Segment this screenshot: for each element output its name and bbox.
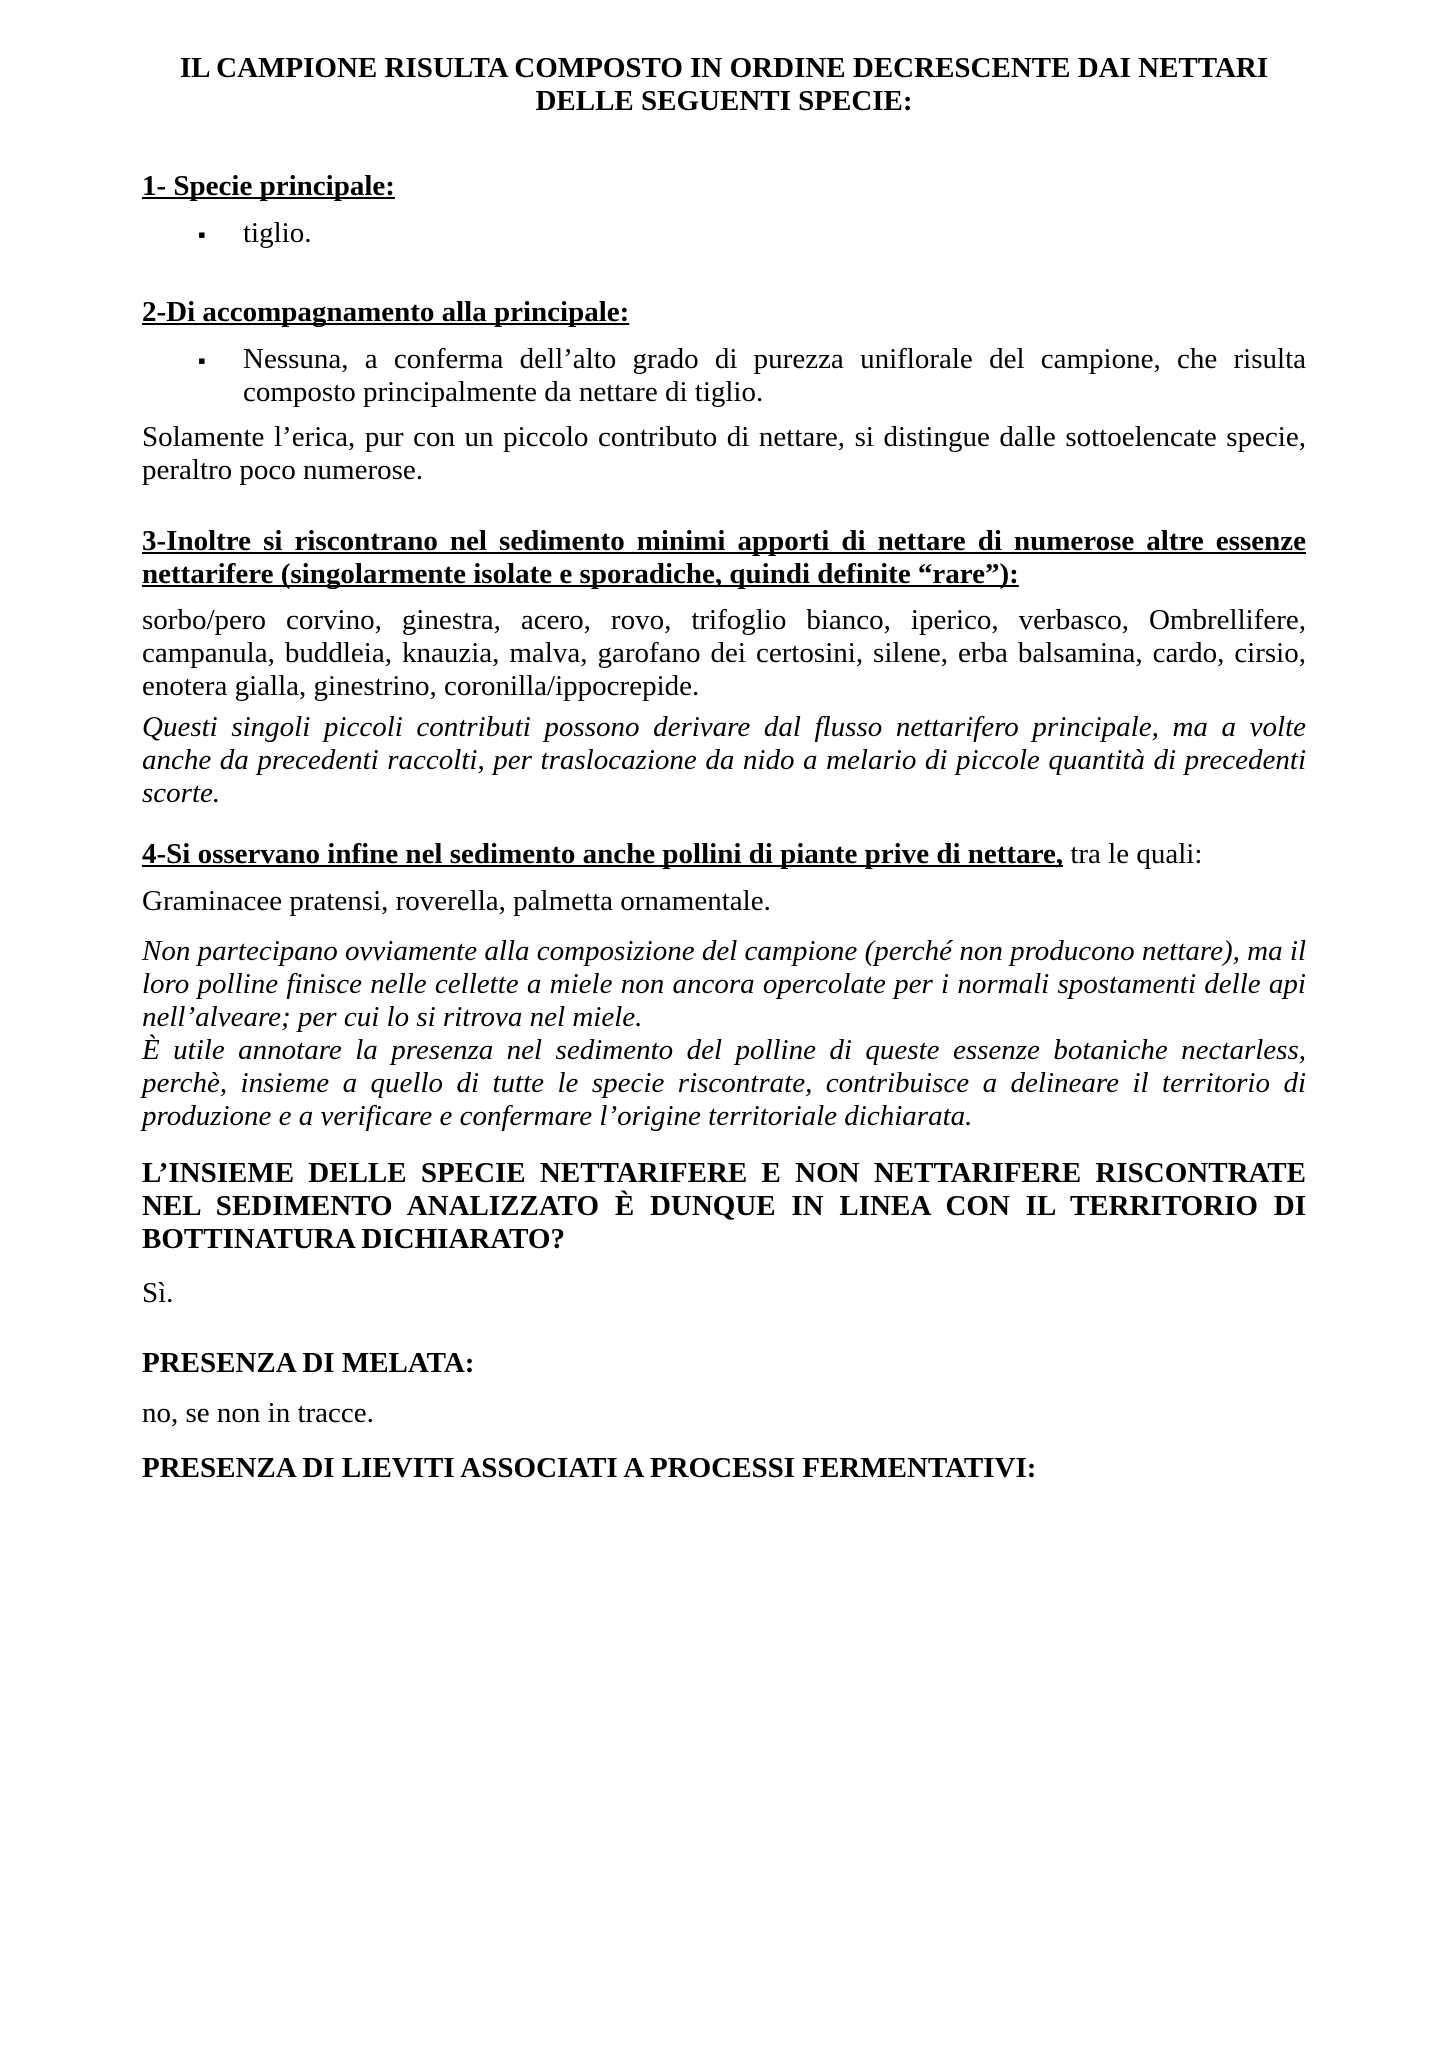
section1-bullet-text: tiglio. [243,217,312,249]
section3-species-list: sorbo/pero corvino, ginestra, acero, rovo, trifoglio bianco, iperico, verbasco, Ombrellifere, campanula, buddleia, knauzia, malva, garofano dei certosini, silene, erba balsamina, cardo, cirsio, enotera gialla, ginestrino, coronilla/ippocrepide. [142,604,1306,702]
section3-heading: 3-Inoltre si riscontrano nel sedimento minimi apporti di nettare di numerose altre essenze nettarifere (singolarmente isolate e sporadiche, quindi definite “rare”): [142,525,1306,590]
section2-heading: 2-Di accompagnamento alla principale: [142,296,630,328]
section4-heading-plain: tra le quali: [1063,838,1203,870]
melata-answer: no, se non in tracce. [142,1397,374,1429]
fermentation-heading: PRESENZA DI LIEVITI ASSOCIATI A PROCESSI FERMENTATIVI: [142,1452,1037,1484]
section1-heading: 1- Specie principale: [142,170,395,202]
section4-note-1: Non partecipano ovviamente alla composizione del campione (perché non producono nettare), ma il loro polline finisce nelle cellette a miele non ancora opercolate per i normali spostamenti delle api nell’alveare; per cui lo si ritrova nel miele. [142,935,1306,1033]
section4-heading-emphasis: 4-Si osservano infine nel sedimento anche pollini di piante prive di nettare, [142,838,1064,870]
section2-bullet-text: Nessuna, a conferma dell’alto grado di purezza uniflorale del campione, che risulta composto principalmente da nettare di tiglio. [243,343,1306,408]
document-title: IL CAMPIONE RISULTA COMPOSTO IN ORDINE DECRESCENTE DAI NETTARI DELLE SEGUENTI SPECIE: [179,52,1269,117]
section3-note: Questi singoli piccoli contributi possono derivare dal flusso nettarifero principale, ma a volte anche da precedenti raccolti, per traslocazione da nido a melario di piccole quantità di precedenti scorte. [142,711,1306,809]
conclusion-answer: Sì. [142,1277,174,1309]
melata-heading: PRESENZA DI MELATA: [142,1347,475,1379]
conclusion-question: L’INSIEME DELLE SPECIE NETTARIFERE E NON NETTARIFERE RISCONTRATE NEL SEDIMENTO ANALIZZATO È DUNQUE IN LINEA CON IL TERRITORIO DI BOTTINATURA DICHIARATO? [142,1157,1306,1255]
square-bullet-icon: ▪ [198,222,206,247]
section4-note-2: È utile annotare la presenza nel sedimento del polline di queste essenze botaniche nectarless, perchè, insieme a quello di tutte le specie riscontrate, contribuisce a delineare il territorio di produzione e a verificare e confermare l’origine territoriale dichiarata. [142,1034,1306,1132]
section4-heading [142,838,1306,871]
section4-species-list: Graminacee pratensi, roverella, palmetta ornamentale. [142,885,771,917]
square-bullet-icon: ▪ [198,348,206,373]
section2-bullet-item [142,343,1306,409]
section2-paragraph: Solamente l’erica, pur con un piccolo contributo di nettare, si distingue dalle sottoelencate specie, peraltro poco numerose. [142,421,1306,486]
section1-bullet-item [142,217,1306,250]
